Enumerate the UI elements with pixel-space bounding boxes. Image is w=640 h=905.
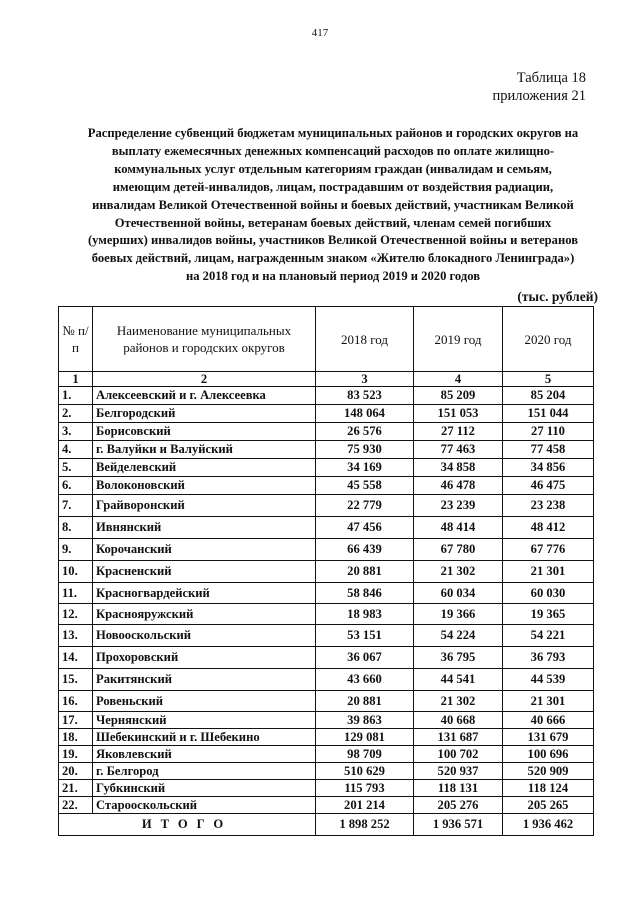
value-2018: 36 067 (316, 647, 414, 669)
row-number: 9. (59, 539, 93, 561)
value-2018: 129 081 (316, 729, 414, 746)
column-number: 1 (59, 372, 93, 387)
table-row (59, 495, 594, 517)
value-2020: 54 221 (503, 625, 594, 647)
district-name: Краснояружский (93, 604, 316, 625)
value-2020: 27 110 (503, 423, 594, 441)
header-name: Наименование муниципальных районов и городских округов (93, 307, 316, 372)
value-2019: 131 687 (414, 729, 503, 746)
row-number: 14. (59, 647, 93, 669)
value-2020: 100 696 (503, 746, 594, 763)
value-2019: 44 541 (414, 669, 503, 691)
value-2019: 46 478 (414, 477, 503, 495)
table-row (59, 539, 594, 561)
value-2018: 43 660 (316, 669, 414, 691)
district-name: Борисовский (93, 423, 316, 441)
value-2019: 34 858 (414, 459, 503, 477)
column-number: 2 (93, 372, 316, 387)
value-2018: 201 214 (316, 797, 414, 814)
value-2020: 85 204 (503, 387, 594, 405)
district-name: Белгородский (93, 405, 316, 423)
value-2020: 44 539 (503, 669, 594, 691)
value-2018: 58 846 (316, 583, 414, 604)
row-number: 22. (59, 797, 93, 814)
value-2019: 151 053 (414, 405, 503, 423)
value-2019: 48 414 (414, 517, 503, 539)
row-number: 7. (59, 495, 93, 517)
column-number: 3 (316, 372, 414, 387)
table-row (59, 405, 594, 423)
table-row (59, 763, 594, 780)
total-2018: 1 898 252 (316, 814, 414, 836)
table-row (59, 669, 594, 691)
total-label: ИТОГО (59, 814, 316, 836)
district-name: Волоконовский (93, 477, 316, 495)
table-row (59, 423, 594, 441)
document-title: Распределение субвенций бюджетам муниципальных районов и городских округов на выплату ежемесячных денежных компенсаций расходов по оплате жилищно-коммунальных услуг отдельным категориям граждан (инвалидам и семьям, имеющим детей-инвалидов, лицам, пострадавшим от воздействия радиации, инвалидам Великой Отечественной войны и боевых действий, участникам Великой Отечественной войны, ветеранам боевых действий, членам семей погибших (умерших) инвалидов войны, участников Великой Отечественной войны и ветеранов боевых действий, лицам, награжденным знаком «Жителю блокадного Ленинграда») на 2018 год и на плановый период 2019 и 2020 годов (87, 126, 579, 284)
table-row (59, 729, 594, 746)
district-name: Ракитянский (93, 669, 316, 691)
header-2018: 2018 год (316, 307, 414, 372)
value-2019: 67 780 (414, 539, 503, 561)
district-name: г. Валуйки и Валуйский (93, 441, 316, 459)
value-2018: 47 456 (316, 517, 414, 539)
value-2019: 77 463 (414, 441, 503, 459)
value-2020: 21 301 (503, 561, 594, 583)
table-row (59, 647, 594, 669)
value-2019: 520 937 (414, 763, 503, 780)
table-row (59, 561, 594, 583)
value-2018: 75 930 (316, 441, 414, 459)
value-2018: 34 169 (316, 459, 414, 477)
value-2020: 19 365 (503, 604, 594, 625)
row-number: 21. (59, 780, 93, 797)
table-row (59, 746, 594, 763)
value-2019: 205 276 (414, 797, 503, 814)
value-2020: 67 776 (503, 539, 594, 561)
row-number: 6. (59, 477, 93, 495)
value-2018: 53 151 (316, 625, 414, 647)
row-number: 4. (59, 441, 93, 459)
value-2019: 60 034 (414, 583, 503, 604)
district-name: Чернянский (93, 712, 316, 729)
district-name: Ровеньский (93, 691, 316, 712)
table-row (59, 625, 594, 647)
value-2019: 36 795 (414, 647, 503, 669)
value-2018: 66 439 (316, 539, 414, 561)
header-2019: 2019 год (414, 307, 503, 372)
district-name: Красненский (93, 561, 316, 583)
table-reference (493, 69, 586, 105)
row-number: 17. (59, 712, 93, 729)
row-number: 10. (59, 561, 93, 583)
row-number: 11. (59, 583, 93, 604)
row-number: 16. (59, 691, 93, 712)
district-name: Корочанский (93, 539, 316, 561)
value-2018: 45 558 (316, 477, 414, 495)
value-2020: 151 044 (503, 405, 594, 423)
total-2019: 1 936 571 (414, 814, 503, 836)
value-2020: 21 301 (503, 691, 594, 712)
district-name: Старооскольский (93, 797, 316, 814)
page-number: 417 (311, 27, 329, 39)
row-number: 15. (59, 669, 93, 691)
district-name: Шебекинский и г. Шебекино (93, 729, 316, 746)
subventions-table (58, 306, 594, 836)
table-row (59, 517, 594, 539)
row-number: 20. (59, 763, 93, 780)
value-2019: 23 239 (414, 495, 503, 517)
district-name: Прохоровский (93, 647, 316, 669)
appendix-label: приложения 21 (492, 88, 586, 104)
value-2020: 46 475 (503, 477, 594, 495)
table-row (59, 780, 594, 797)
header-2020: 2020 год (503, 307, 594, 372)
units-label: (тыс. рублей) (517, 289, 598, 304)
value-2018: 18 983 (316, 604, 414, 625)
table-row (59, 459, 594, 477)
row-number: 8. (59, 517, 93, 539)
row-number: 18. (59, 729, 93, 746)
value-2018: 83 523 (316, 387, 414, 405)
value-2020: 520 909 (503, 763, 594, 780)
value-2020: 48 412 (503, 517, 594, 539)
value-2018: 510 629 (316, 763, 414, 780)
column-number: 4 (414, 372, 503, 387)
value-2020: 40 666 (503, 712, 594, 729)
header-num: № п/п (59, 307, 93, 372)
value-2019: 54 224 (414, 625, 503, 647)
value-2019: 40 668 (414, 712, 503, 729)
table-label: Таблица 18 (516, 70, 586, 86)
table-row (59, 604, 594, 625)
value-2020: 23 238 (503, 495, 594, 517)
district-name: Вейделевский (93, 459, 316, 477)
district-name: Грайворонский (93, 495, 316, 517)
district-name: Красногвардейский (93, 583, 316, 604)
value-2018: 39 863 (316, 712, 414, 729)
row-number: 12. (59, 604, 93, 625)
district-name: Новооскольский (93, 625, 316, 647)
table-row (59, 477, 594, 495)
table-row (59, 387, 594, 405)
value-2020: 77 458 (503, 441, 594, 459)
value-2018: 20 881 (316, 691, 414, 712)
row-number: 5. (59, 459, 93, 477)
value-2019: 85 209 (414, 387, 503, 405)
value-2020: 36 793 (503, 647, 594, 669)
district-name: Алексеевский и г. Алексеевка (93, 387, 316, 405)
district-name: Яковлевский (93, 746, 316, 763)
total-2020: 1 936 462 (503, 814, 594, 836)
district-name: г. Белгород (93, 763, 316, 780)
column-number-row (59, 372, 594, 387)
value-2019: 19 366 (414, 604, 503, 625)
value-2020: 34 856 (503, 459, 594, 477)
value-2018: 26 576 (316, 423, 414, 441)
row-number: 19. (59, 746, 93, 763)
total-row (59, 814, 594, 836)
value-2018: 20 881 (316, 561, 414, 583)
table-row (59, 712, 594, 729)
table-row (59, 583, 594, 604)
value-2019: 27 112 (414, 423, 503, 441)
row-number: 13. (59, 625, 93, 647)
column-number: 5 (503, 372, 594, 387)
header-row (59, 307, 594, 372)
value-2020: 205 265 (503, 797, 594, 814)
value-2018: 22 779 (316, 495, 414, 517)
value-2019: 100 702 (414, 746, 503, 763)
value-2019: 21 302 (414, 691, 503, 712)
value-2018: 98 709 (316, 746, 414, 763)
value-2018: 115 793 (316, 780, 414, 797)
district-name: Губкинский (93, 780, 316, 797)
value-2020: 131 679 (503, 729, 594, 746)
district-name: Ивнянский (93, 517, 316, 539)
value-2019: 21 302 (414, 561, 503, 583)
table-row (59, 441, 594, 459)
value-2020: 60 030 (503, 583, 594, 604)
table-row (59, 691, 594, 712)
row-number: 3. (59, 423, 93, 441)
value-2019: 118 131 (414, 780, 503, 797)
table-row (59, 797, 594, 814)
value-2018: 148 064 (316, 405, 414, 423)
row-number: 1. (59, 387, 93, 405)
value-2020: 118 124 (503, 780, 594, 797)
row-number: 2. (59, 405, 93, 423)
